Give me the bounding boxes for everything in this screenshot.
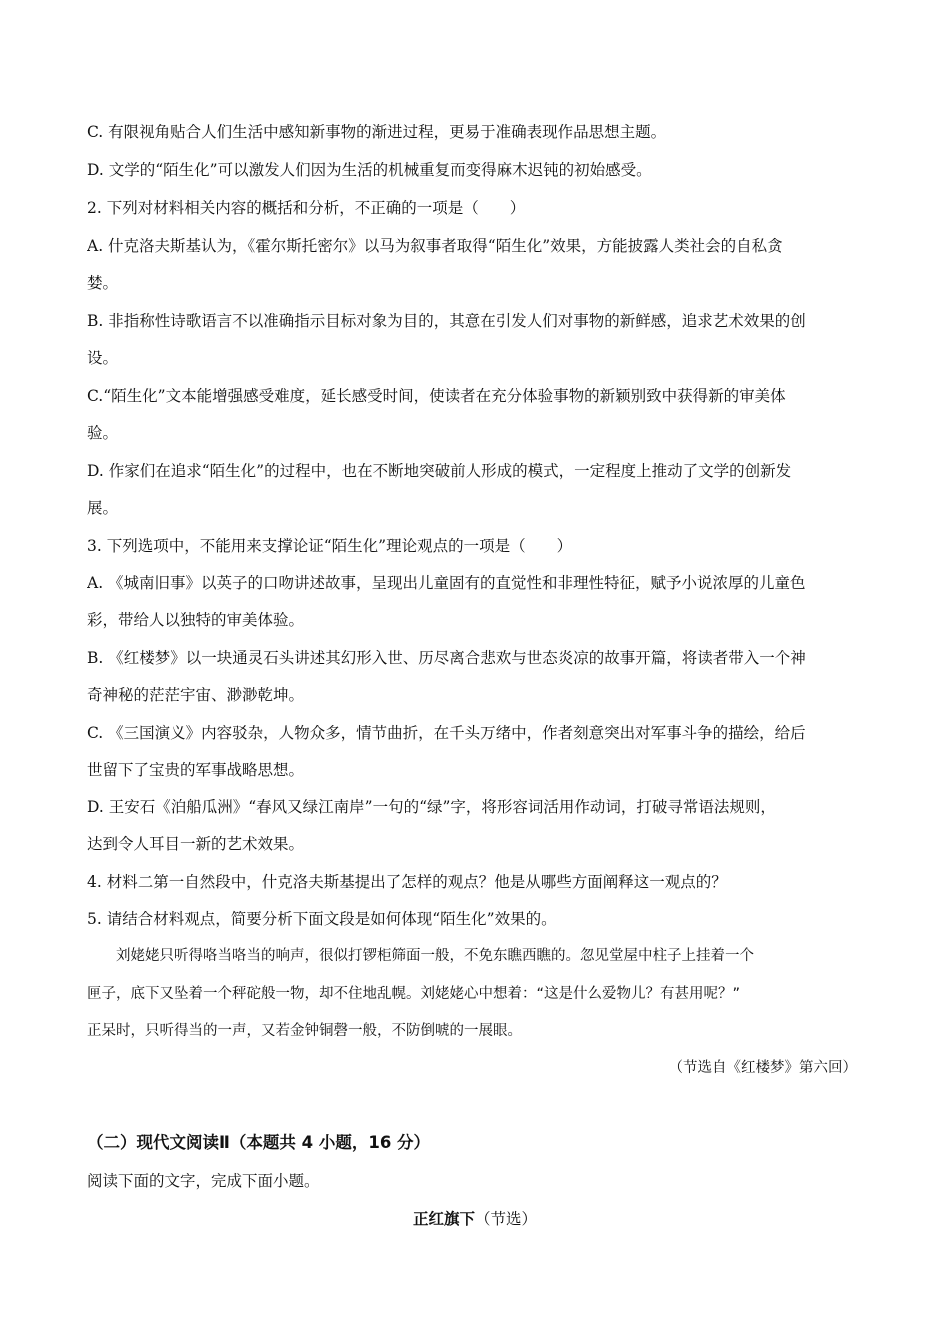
- section-heading: （二）现代文阅读Ⅱ（本题共 4 小题，16 分）: [87, 1133, 431, 1152]
- q2-option-d-line1: D. 作家们在追求“陌生化”的过程中，也在不断地突破前人形成的模式，一定程度上推动了文学的创新发: [87, 462, 792, 480]
- option-d-line: D. 文学的“陌生化”可以激发人们因为生活的机械重复而变得麻木迟钝的初始感受。: [87, 161, 652, 179]
- q2-option-b-line2: 设。: [87, 349, 119, 367]
- q2-option-d-line2: 展。: [87, 499, 119, 517]
- question-5: 5. 请结合材料观点，简要分析下面文段是如何体现“陌生化”效果的。: [87, 910, 557, 928]
- q3-option-b-line2: 奇神秘的茫茫宇宙、渺渺乾坤。: [87, 686, 305, 704]
- q2-option-b-line1: B. 非指称性诗歌语言不以准确指示目标对象为目的，其意在引发人们对事物的新鲜感，追求艺术效果的创: [87, 312, 806, 330]
- story-subtitle: （节选）: [475, 1210, 538, 1228]
- question-2: 2. 下列对材料相关内容的概括和分析，不正确的一项是（ ）: [87, 199, 526, 217]
- q2-option-c-line1: C.“陌生化”文本能增强感受难度，延长感受时间，使读者在充分体验事物的新颖别致中获得新的审美体: [87, 387, 786, 405]
- q3-option-c-line1: C. 《三国演义》内容驳杂，人物众多，情节曲折，在千头万绪中，作者刻意突出对军事斗争的描绘，给后: [87, 724, 806, 742]
- instruction-text: 阅读下面的文字，完成下面小题。: [87, 1172, 320, 1190]
- q3-option-a-line1: A. 《城南旧事》以英子的口吻讲述故事，呈现出儿童固有的直觉性和非理性特征，赋予小说浓厚的儿童色: [87, 574, 806, 592]
- q2-option-c-line2: 验。: [87, 424, 119, 442]
- q2-option-a-line1: A. 什克洛夫斯基认为，《霍尔斯托密尔》以马为叙事者取得“陌生化”效果，方能披露人类社会的自私贪: [87, 237, 783, 255]
- q3-option-d-line1: D. 王安石《泊船瓜洲》“春风又绿江南岸”一句的“绿”字，将形容词活用作动词，打破寻常语法规则，: [87, 798, 776, 816]
- q3-option-a-line2: 彩，带给人以独特的审美体验。: [87, 611, 305, 629]
- story-title-line: [0, 1209, 950, 1229]
- quote-source: （节选自《红楼梦》第六回）: [668, 1060, 857, 1076]
- quote-line-2: 匣子，底下又坠着一个秤砣般一物，却不住地乱幌。刘姥姥心中想着：“这是什么爱物儿？有甚用呢？”: [87, 986, 741, 1002]
- story-title: 正红旗下: [412, 1210, 475, 1228]
- q2-option-a-line2: 婪。: [87, 274, 119, 292]
- q3-option-d-line2: 达到令人耳目一新的艺术效果。: [87, 835, 305, 853]
- quote-line-1: 刘姥姥只听得咯当咯当的响声，很似打锣柜筛面一般，不免东瞧西瞧的。忽见堂屋中柱子上挂着一个: [87, 948, 754, 964]
- q3-option-b-line1: B. 《红楼梦》以一块通灵石头讲述其幻形入世、历尽离合悲欢与世态炎凉的故事开篇，将读者带入一个神: [87, 649, 806, 667]
- question-3: 3. 下列选项中，不能用来支撑论证“陌生化”理论观点的一项是（ ）: [87, 537, 573, 555]
- q3-option-c-line2: 世留下了宝贵的军事战略思想。: [87, 761, 305, 779]
- option-c-line: C. 有限视角贴合人们生活中感知新事物的渐进过程，更易于准确表现作品思想主题。: [87, 123, 667, 141]
- quote-line-3: 正呆时，只听得当的一声，又若金钟铜磬一般，不防倒唬的一展眼。: [87, 1023, 522, 1039]
- question-4: 4. 材料二第一自然段中，什克洛夫斯基提出了怎样的观点？他是从哪些方面阐释这一观点的？: [87, 873, 727, 891]
